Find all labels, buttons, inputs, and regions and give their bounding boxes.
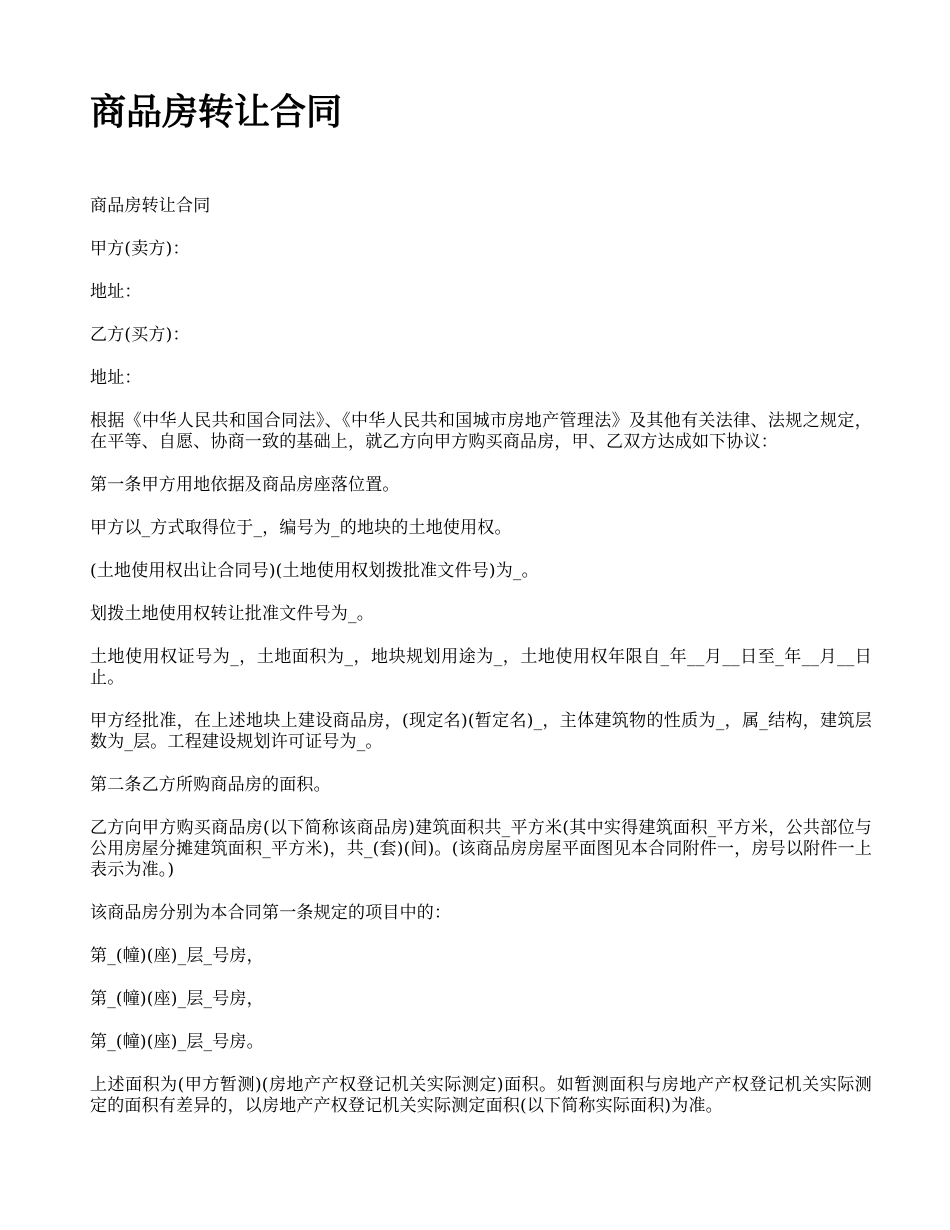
- paragraph-land-contract-no: (土地使用权出让合同号)(土地使用权划拨批准文件号)为_。: [90, 561, 539, 581]
- paragraph-party-a: 甲方(卖方)：: [90, 239, 190, 259]
- paragraph-purchase-area: 乙方向甲方购买商品房(以下简称该商品房)建筑面积共_平方米(其中实得建筑面积_平方米，公共部位与公用房屋分摊建筑面积_平方米)，共_(套)(间)。(该商品房房屋平面图见本合同附件一，房号以附件一上表示为准。): [90, 818, 872, 880]
- paragraph-party-b-address: 地址：: [90, 368, 142, 388]
- document-title: 商品房转让合同: [90, 91, 343, 133]
- paragraph-preamble: 根据《中华人民共和国合同法》、《中华人民共和国城市房地产管理法》及其他有关法律、法规之规定，在平等、自愿、协商一致的基础上，就乙方向甲方购买商品房，甲、乙双方达成如下协议：: [90, 411, 872, 452]
- paragraph-unit-list-intro: 该商品房分别为本合同第一条规定的项目中的：: [90, 903, 452, 923]
- paragraph-unit-1: 第_(幢)(座)_层_号房，: [90, 946, 264, 966]
- paragraph-unit-3: 第_(幢)(座)_层_号房。: [90, 1032, 264, 1052]
- paragraph-area-measurement: 上述面积为(甲方暂测)(房地产产权登记机关实际测定)面积。如暂测面积与房地产产权登记机关实际测定的面积有差异的，以房地产产权登记机关实际测定面积(以下简称实际面积)为准。: [90, 1075, 872, 1116]
- paragraph-land-certificate: 土地使用权证号为_，土地面积为_，地块规划用途为_，土地使用权年限自_年__月__日至_年__月__日止。: [90, 647, 872, 688]
- paragraph-party-a-address: 地址：: [90, 282, 142, 302]
- paragraph-unit-2: 第_(幢)(座)_层_号房，: [90, 989, 264, 1009]
- paragraph-transfer-approval: 划拨土地使用权转让批准文件号为_。: [90, 604, 374, 624]
- paragraph-construction: 甲方经批准，在上述地块上建设商品房，(现定名)(暂定名)_，主体建筑物的性质为_，属_结构，建筑层数为_层。工程建设规划许可证号为_。: [90, 711, 872, 752]
- paragraph-article-2: 第二条乙方所购商品房的面积。: [90, 775, 331, 795]
- paragraph-land-acquisition: 甲方以_方式取得位于_，编号为_的地块的土地使用权。: [90, 518, 512, 538]
- paragraph-heading: 商品房转让合同: [90, 196, 211, 216]
- paragraph-party-b: 乙方(买方)：: [90, 325, 190, 345]
- paragraph-article-1: 第一条甲方用地依据及商品房座落位置。: [90, 475, 400, 495]
- document-body: [90, 196, 872, 1139]
